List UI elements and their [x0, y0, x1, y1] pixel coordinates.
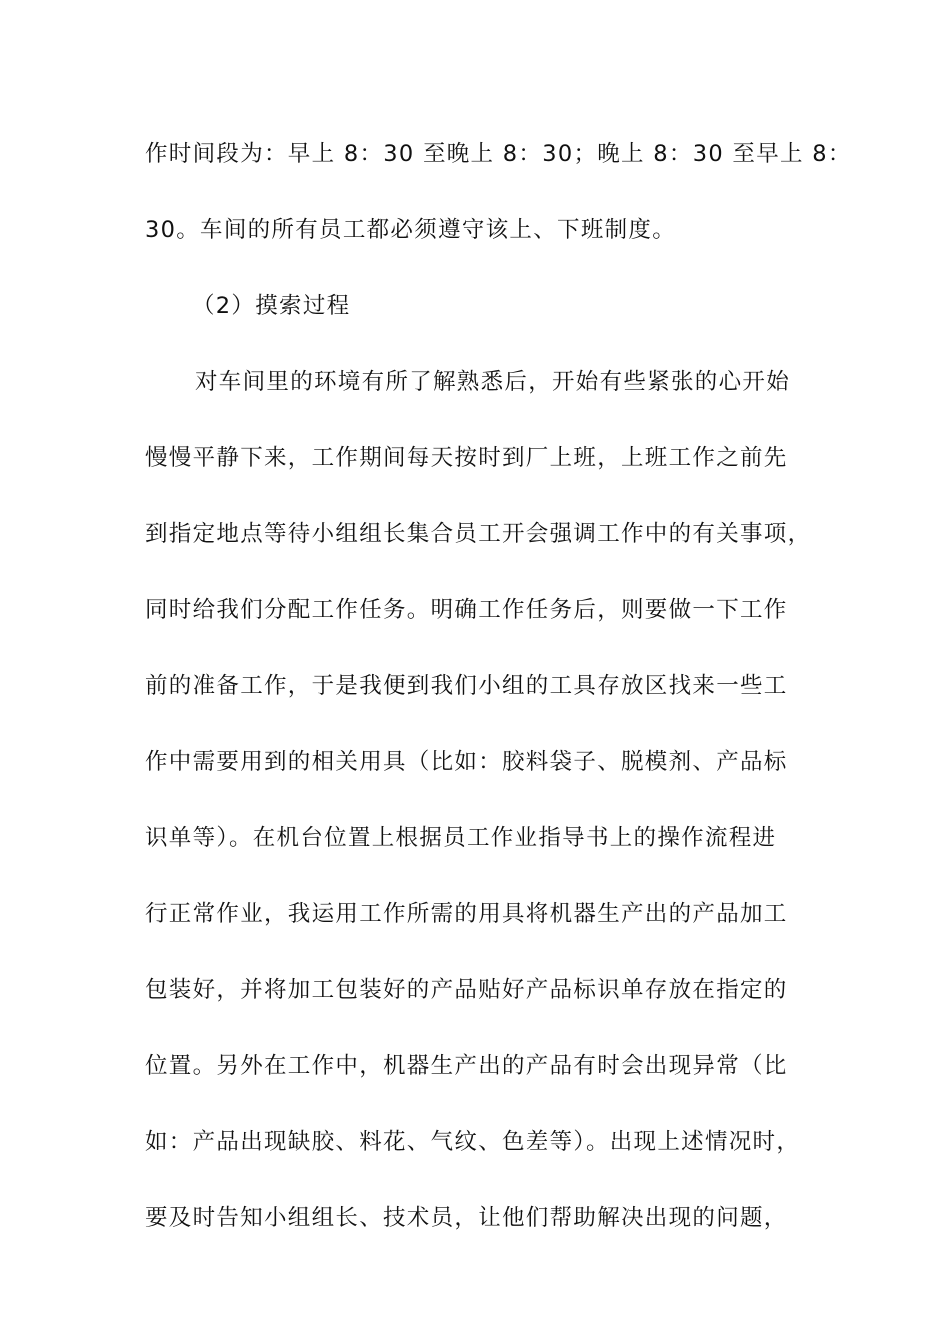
text-line: 慢慢平静下来，工作期间每天按时到厂上班，上班工作之前先	[145, 445, 788, 471]
text-line: 到指定地点等待小组组长集合员工开会强调工作中的有关事项，	[145, 521, 812, 547]
text-line: 行正常作业，我运用工作所需的用具将机器生产出的产品加工	[145, 901, 788, 927]
text-line: 作中需要用到的相关用具（比如：胶料袋子、脱模剂、产品标	[145, 749, 788, 775]
text-line: 识单等）。在机台位置上根据员工作业指导书上的操作流程进	[145, 825, 777, 851]
text-line: 如：产品出现缺胶、料花、气纹、色差等）。出现上述情况时，	[145, 1129, 801, 1155]
text-line: 前的准备工作，于是我便到我们小组的工具存放区找来一些工	[145, 673, 788, 699]
text-line: 位置。另外在工作中，机器生产出的产品有时会出现异常（比	[145, 1053, 788, 1079]
text-line: 作时间段为：早上 8：30 至晚上 8：30；晚上 8：30 至早上 8：	[145, 141, 852, 167]
text-line: 30。车间的所有员工都必须遵守该上、下班制度。	[145, 217, 677, 243]
text-line: 要及时告知小组组长、技术员，让他们帮助解决出现的问题，	[145, 1205, 788, 1231]
body-text	[145, 131, 852, 1271]
section-heading: （2）摸索过程	[192, 293, 351, 319]
paragraph-first-line: 对车间里的环境有所了解熟悉后，开始有些紧张的心开始	[195, 369, 791, 395]
text-line: 同时给我们分配工作任务。明确工作任务后，则要做一下工作	[145, 597, 788, 623]
text-line: 包装好，并将加工包装好的产品贴好产品标识单存放在指定的	[145, 977, 788, 1003]
